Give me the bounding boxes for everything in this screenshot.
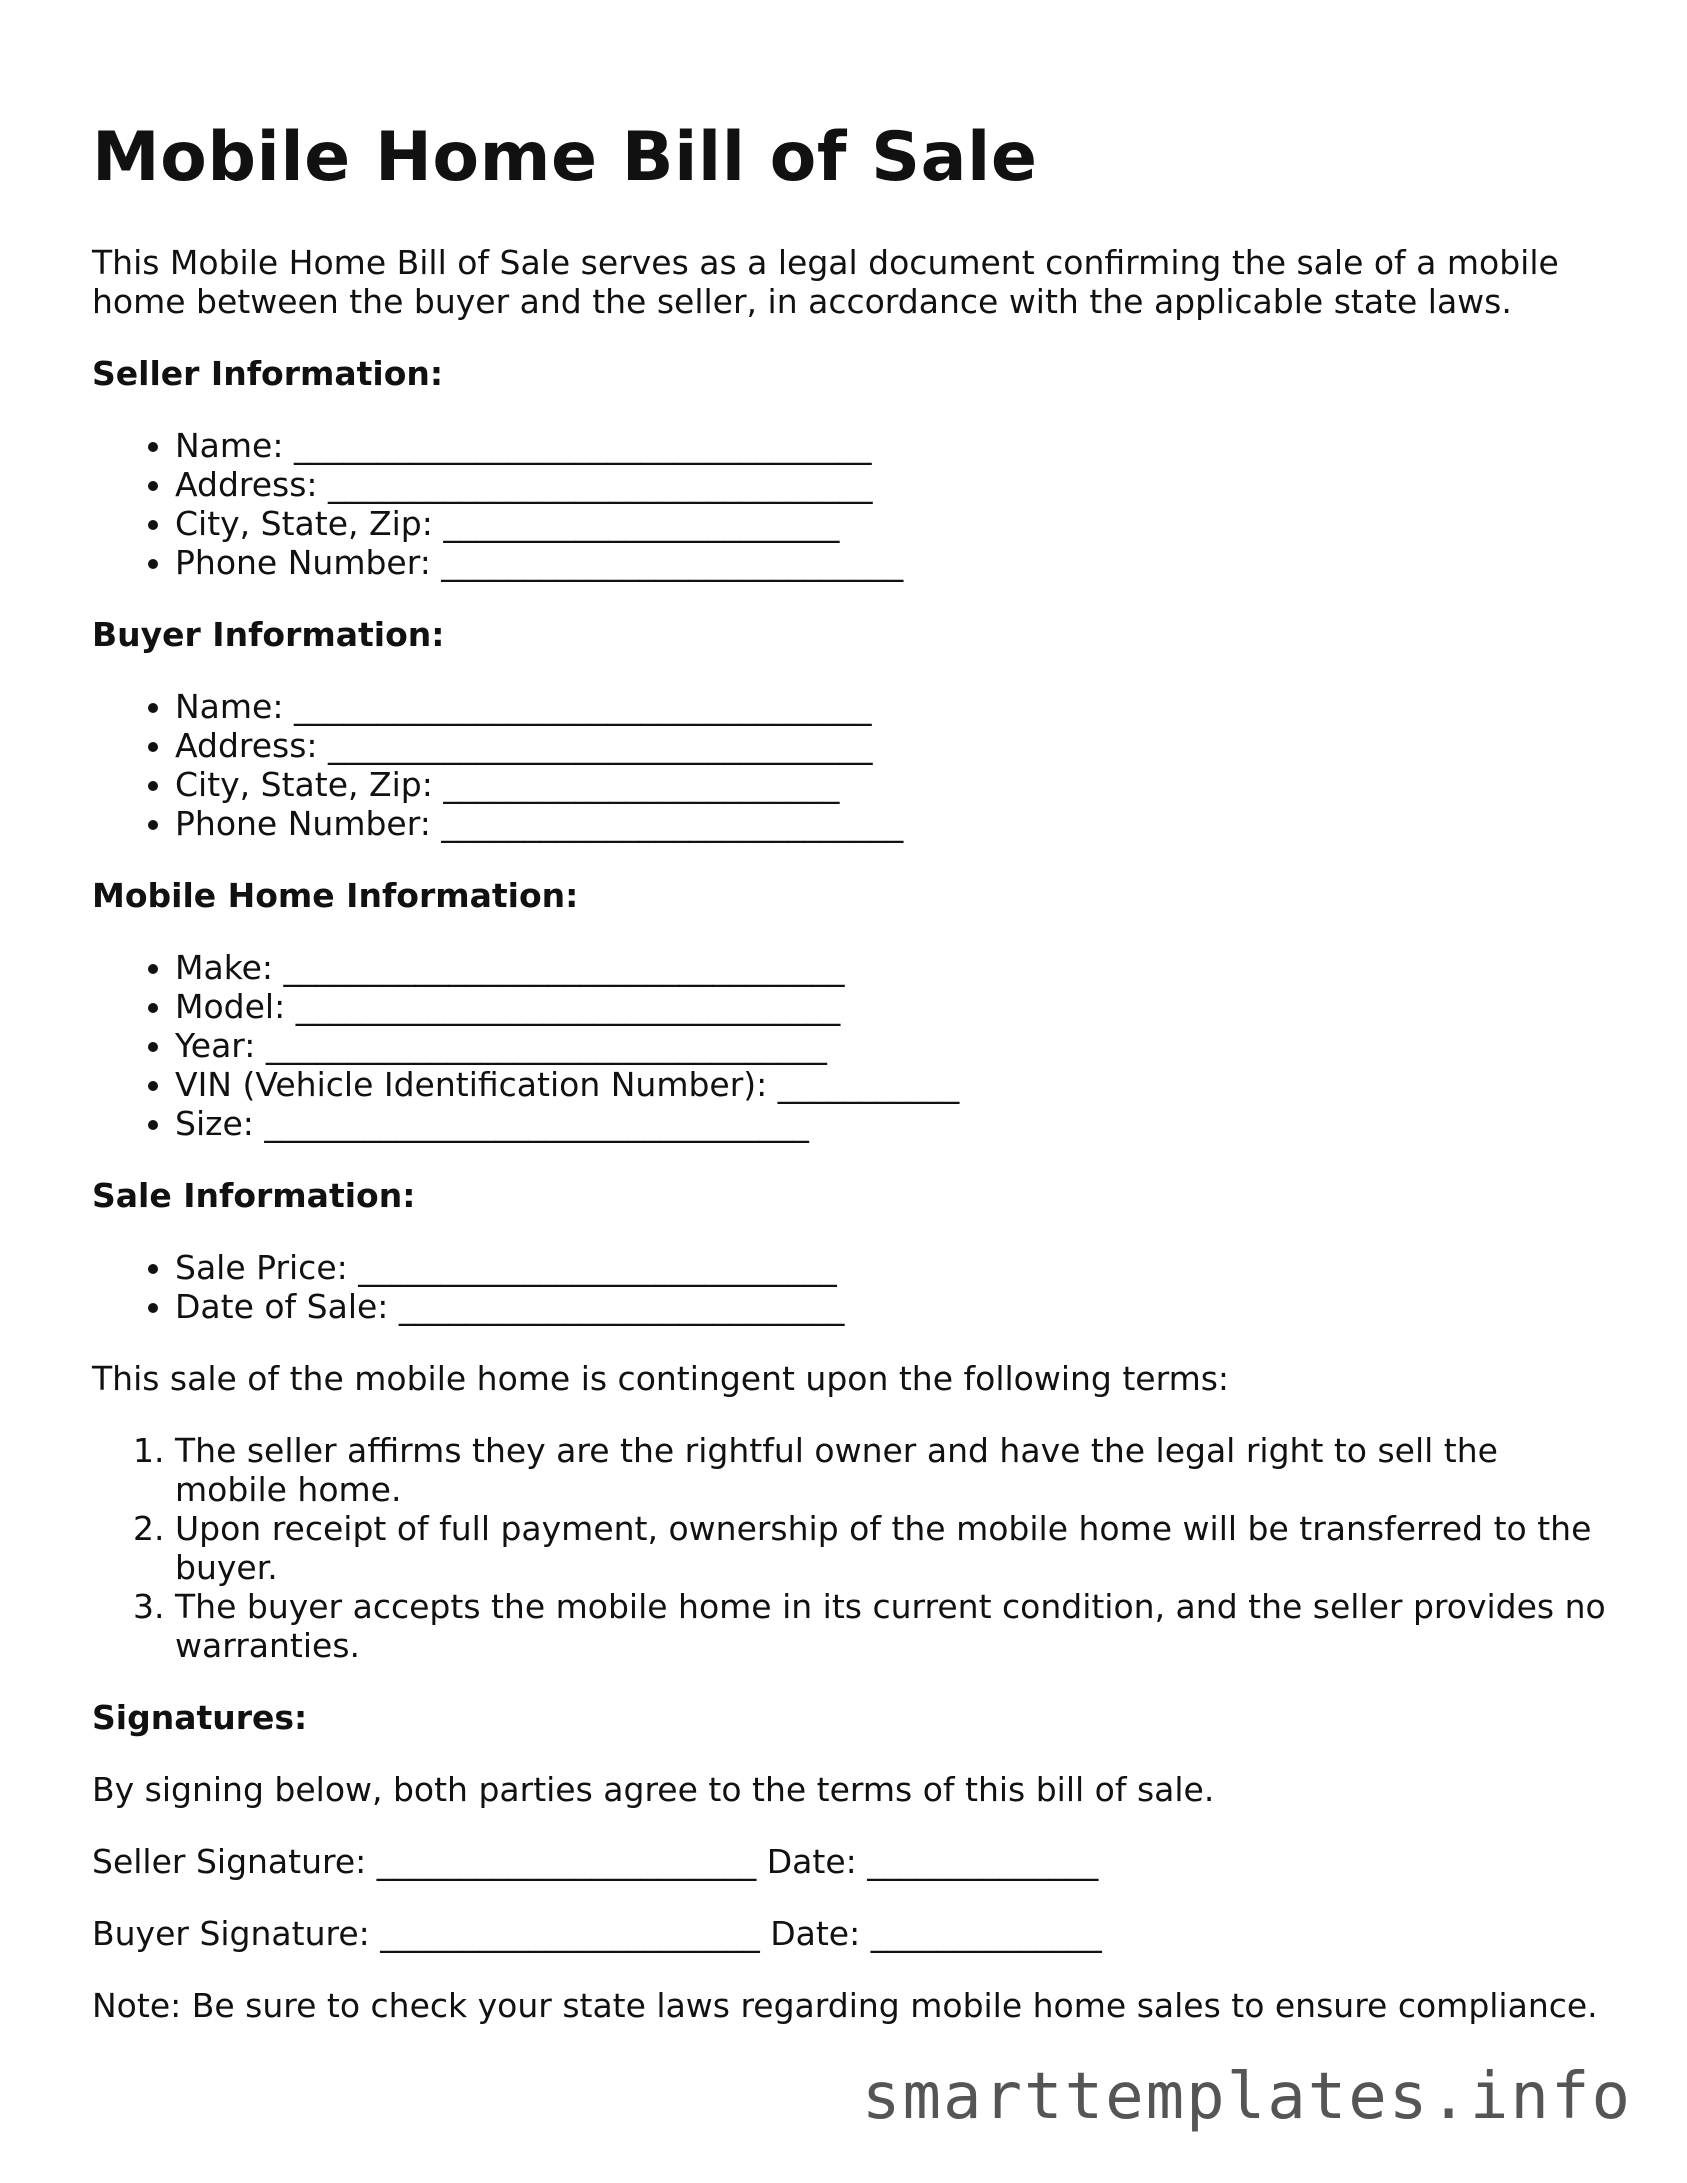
make-field: • Make: __________________________________ (175, 948, 1612, 987)
term-item: 3. The buyer accepts the mobile home in its current condition, and the seller provides no warranties. (175, 1587, 1612, 1665)
seller-phone-field: • Phone Number: ____________________________ (175, 543, 1612, 582)
term-item: 1. The seller affirms they are the rightful owner and have the legal right to sell the mobile home. (175, 1431, 1612, 1509)
vin-field: • VIN (Vehicle Identification Number): ___________ (175, 1065, 1612, 1104)
size-field: • Size: _________________________________ (175, 1104, 1612, 1143)
signatures-heading: Signatures: (92, 1698, 308, 1737)
signatures-statement: By signing below, both parties agree to the terms of this bill of sale. (92, 1770, 1215, 1809)
buyer-fields-list (92, 687, 1612, 843)
seller-heading: Seller Information: (92, 354, 444, 393)
buyer-name-field: • Name: ___________________________________ (175, 687, 1612, 726)
date-of-sale-field: • Date of Sale: ___________________________ (175, 1287, 1612, 1326)
seller-city-state-zip-field: • City, State, Zip: ________________________ (175, 504, 1612, 543)
watermark: smarttemplates.info (861, 2060, 1632, 2134)
intro-paragraph: This Mobile Home Bill of Sale serves as a legal document confirming the sale of a mobile home between the buyer and the seller, in accordance with the applicable state laws. (92, 243, 1559, 321)
seller-signature-line: Seller Signature: _______________________ Date: ______________ (92, 1842, 1099, 1881)
seller-address-field: • Address: _________________________________ (175, 465, 1612, 504)
buyer-signature-line: Buyer Signature: _______________________ Date: ______________ (92, 1914, 1102, 1953)
buyer-city-state-zip-field: • City, State, Zip: ________________________ (175, 765, 1612, 804)
mobile-home-heading: Mobile Home Information: (92, 876, 579, 915)
page-title: Mobile Home Bill of Sale (92, 118, 1038, 197)
terms-list (92, 1431, 1612, 1665)
buyer-heading: Buyer Information: (92, 615, 445, 654)
sale-price-field: • Sale Price: _____________________________ (175, 1248, 1612, 1287)
year-field: • Year: __________________________________ (175, 1026, 1612, 1065)
document-body (92, 243, 1612, 2058)
terms-intro: This sale of the mobile home is contingent upon the following terms: (92, 1359, 1230, 1398)
seller-fields-list (92, 426, 1612, 582)
seller-name-field: • Name: ___________________________________ (175, 426, 1612, 465)
model-field: • Model: _________________________________ (175, 987, 1612, 1026)
sale-fields-list (92, 1248, 1612, 1326)
mobile-home-fields-list (92, 948, 1612, 1143)
sale-heading: Sale Information: (92, 1176, 416, 1215)
buyer-address-field: • Address: _________________________________ (175, 726, 1612, 765)
buyer-phone-field: • Phone Number: ____________________________ (175, 804, 1612, 843)
term-item: 2. Upon receipt of full payment, ownership of the mobile home will be transferred to the buyer. (175, 1509, 1612, 1587)
compliance-note: Note: Be sure to check your state laws regarding mobile home sales to ensure compliance. (92, 1986, 1598, 2025)
